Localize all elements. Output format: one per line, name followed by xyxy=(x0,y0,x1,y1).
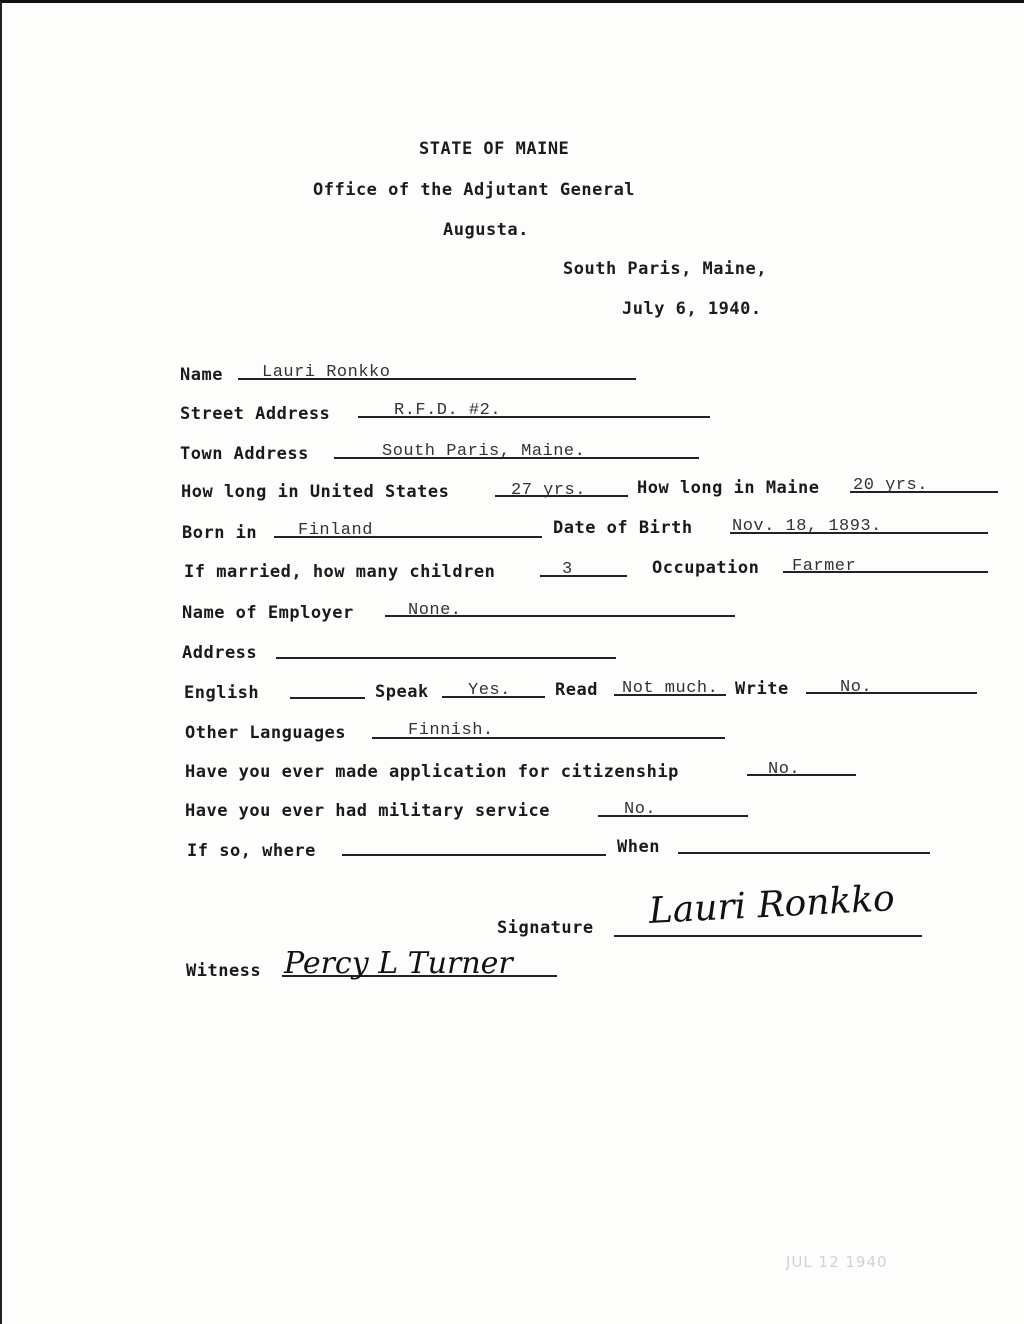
date-line: July 6, 1940. xyxy=(622,299,762,319)
address-label: Address xyxy=(182,643,258,663)
employer-value: None. xyxy=(408,601,462,620)
where-label: If so, where xyxy=(187,841,316,861)
citizenship-label: Have you ever made application for citizenship xyxy=(185,762,679,782)
occupation-label: Occupation xyxy=(652,558,760,578)
name-label: Name xyxy=(180,365,223,385)
military-service-label: Have you ever had military service xyxy=(185,801,550,821)
signature-label: Signature xyxy=(497,918,594,938)
write-value: No. xyxy=(840,678,873,697)
date-of-birth-label: Date of Birth xyxy=(553,518,693,538)
other-languages-value: Finnish. xyxy=(408,721,494,740)
english-field-line xyxy=(290,697,365,699)
when-label: When xyxy=(617,837,660,857)
state-heading: STATE OF MAINE xyxy=(419,139,570,159)
place-line: South Paris, Maine, xyxy=(563,259,767,279)
city-heading: Augusta. xyxy=(443,220,529,240)
where-field-line xyxy=(342,854,606,856)
street-address-value: R.F.D. #2. xyxy=(394,401,502,420)
write-field-line xyxy=(806,692,977,694)
town-address-value: South Paris, Maine. xyxy=(382,442,586,461)
handwritten-signature: Lauri Ronkko xyxy=(647,878,896,932)
occupation-value: Farmer xyxy=(792,557,857,576)
received-date-stamp: JUL 12 1940 xyxy=(786,1253,888,1271)
english-label: English xyxy=(184,683,260,703)
born-in-label: Born in xyxy=(182,523,258,543)
when-field-line xyxy=(678,852,930,854)
witness-label: Witness xyxy=(186,961,262,981)
citizenship-field-line xyxy=(747,774,856,776)
date-of-birth-value: Nov. 18, 1893. xyxy=(732,517,882,536)
years-in-us-value: 27 yrs. xyxy=(511,481,586,500)
years-in-maine-label: How long in Maine xyxy=(637,478,820,498)
speak-value: Yes. xyxy=(468,681,511,700)
years-in-us-label: How long in United States xyxy=(181,482,450,502)
speak-label: Speak xyxy=(375,682,429,702)
military-service-value: No. xyxy=(624,800,657,819)
years-in-maine-value: 20 yrs. xyxy=(853,476,928,495)
write-label: Write xyxy=(735,679,789,699)
street-address-label: Street Address xyxy=(180,404,331,424)
name-value: Lauri Ronkko xyxy=(262,363,391,382)
born-in-value: Finland xyxy=(298,521,373,540)
other-languages-label: Other Languages xyxy=(185,723,347,743)
witness-signature: Percy L Turner xyxy=(284,946,513,981)
town-address-label: Town Address xyxy=(180,444,309,464)
employer-label: Name of Employer xyxy=(182,603,354,623)
address-field-line xyxy=(276,657,616,659)
read-value: Not much. xyxy=(622,679,719,698)
citizenship-value: No. xyxy=(768,760,801,779)
children-value: 3 xyxy=(562,560,573,579)
children-field-line xyxy=(540,575,627,577)
office-heading: Office of the Adjutant General xyxy=(313,180,636,200)
signature-field-line xyxy=(614,935,922,937)
read-label: Read xyxy=(555,680,598,700)
children-label: If married, how many children xyxy=(184,562,496,582)
military-service-field-line xyxy=(598,815,748,817)
